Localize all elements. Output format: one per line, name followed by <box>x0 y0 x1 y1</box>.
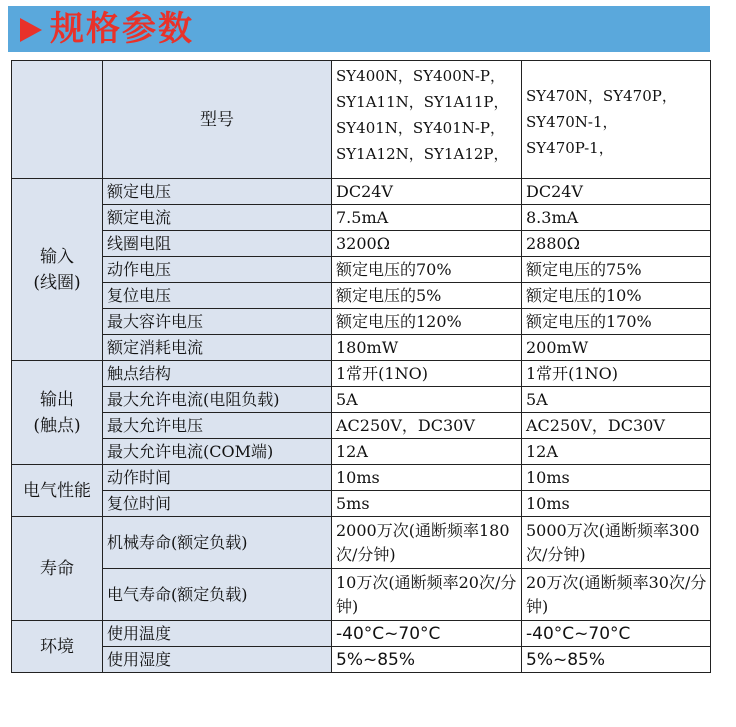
value-cell: 20万次(通断频率30次/分钟) <box>522 569 711 621</box>
value-cell: -40°C~70°C <box>332 621 522 647</box>
value-cell: AC250V，DC30V <box>332 413 522 439</box>
model-list-col2: SY470N，SY470P， SY470N-1， SY470P-1， <box>522 61 711 179</box>
table-row <box>12 491 711 517</box>
table-row <box>12 335 711 361</box>
table-row <box>12 621 711 647</box>
triangle-icon <box>20 18 42 42</box>
value-cell: 额定电压的120% <box>332 309 522 335</box>
value-cell: -40°C~70°C <box>522 621 711 647</box>
row-label: 使用湿度 <box>103 647 332 673</box>
value-cell: 180mW <box>332 335 522 361</box>
group-output: 输出 (触点) <box>12 361 103 465</box>
row-label: 动作时间 <box>103 465 332 491</box>
value-cell: 2000万次(通断频率180次/分钟) <box>332 517 522 569</box>
row-label: 最大容许电压 <box>103 309 332 335</box>
row-label: 最大允许电流(电阻负载) <box>103 387 332 413</box>
table-row <box>12 647 711 673</box>
section-banner <box>8 6 710 52</box>
table-row <box>12 517 711 569</box>
group-input: 输入 (线圈) <box>12 179 103 361</box>
value-cell: 2880Ω <box>522 231 711 257</box>
value-cell: 1常开(1NO) <box>522 361 711 387</box>
spec-table <box>11 60 711 673</box>
value-cell: DC24V <box>522 179 711 205</box>
model-header: 型号 <box>103 61 332 179</box>
value-cell: 12A <box>522 439 711 465</box>
row-label: 复位电压 <box>103 283 332 309</box>
section-title: 规格参数 <box>50 9 194 49</box>
value-cell: 8.3mA <box>522 205 711 231</box>
value-cell: 5ms <box>332 491 522 517</box>
value-cell: 额定电压的170% <box>522 309 711 335</box>
value-cell: 5A <box>522 387 711 413</box>
value-cell: 10ms <box>332 465 522 491</box>
row-label: 电气寿命(额定负载) <box>103 569 332 621</box>
row-label: 线圈电阻 <box>103 231 332 257</box>
value-cell: 7.5mA <box>332 205 522 231</box>
group-life: 寿命 <box>12 517 103 621</box>
row-label: 触点结构 <box>103 361 332 387</box>
value-cell: 5A <box>332 387 522 413</box>
value-cell: 12A <box>332 439 522 465</box>
value-cell: 10万次(通断频率20次/分钟) <box>332 569 522 621</box>
row-label: 使用温度 <box>103 621 332 647</box>
row-label: 复位时间 <box>103 491 332 517</box>
table-row <box>12 283 711 309</box>
table-row <box>12 61 711 179</box>
row-label: 额定消耗电流 <box>103 335 332 361</box>
row-label: 额定电流 <box>103 205 332 231</box>
value-cell: 额定电压的75% <box>522 257 711 283</box>
group-environment: 环境 <box>12 621 103 673</box>
value-cell: 200mW <box>522 335 711 361</box>
table-row <box>12 361 711 387</box>
value-cell: 10ms <box>522 491 711 517</box>
header-blank-cell <box>12 61 103 179</box>
table-row <box>12 257 711 283</box>
row-label: 机械寿命(额定负载) <box>103 517 332 569</box>
table-row <box>12 309 711 335</box>
value-cell: 额定电压的70% <box>332 257 522 283</box>
group-electrical: 电气性能 <box>12 465 103 517</box>
model-list-col1: SY400N，SY400N-P， SY1A11N，SY1A11P， SY401N，SY401N-P， SY1A12N，SY1A12P， <box>332 61 522 179</box>
table-row <box>12 179 711 205</box>
value-cell: 3200Ω <box>332 231 522 257</box>
value-cell: DC24V <box>332 179 522 205</box>
value-cell: 额定电压的10% <box>522 283 711 309</box>
value-cell: 10ms <box>522 465 711 491</box>
value-cell: 额定电压的5% <box>332 283 522 309</box>
row-label: 最大允许电压 <box>103 413 332 439</box>
value-cell: AC250V，DC30V <box>522 413 711 439</box>
table-row <box>12 439 711 465</box>
row-label: 最大允许电流(COM端) <box>103 439 332 465</box>
table-row <box>12 205 711 231</box>
value-cell: 5%~85% <box>522 647 711 673</box>
value-cell: 5000万次(通断频率300次/分钟) <box>522 517 711 569</box>
table-row <box>12 465 711 491</box>
value-cell: 5%~85% <box>332 647 522 673</box>
table-row <box>12 569 711 621</box>
row-label: 动作电压 <box>103 257 332 283</box>
table-row <box>12 387 711 413</box>
table-row <box>12 413 711 439</box>
row-label: 额定电压 <box>103 179 332 205</box>
value-cell: 1常开(1NO) <box>332 361 522 387</box>
table-row <box>12 231 711 257</box>
